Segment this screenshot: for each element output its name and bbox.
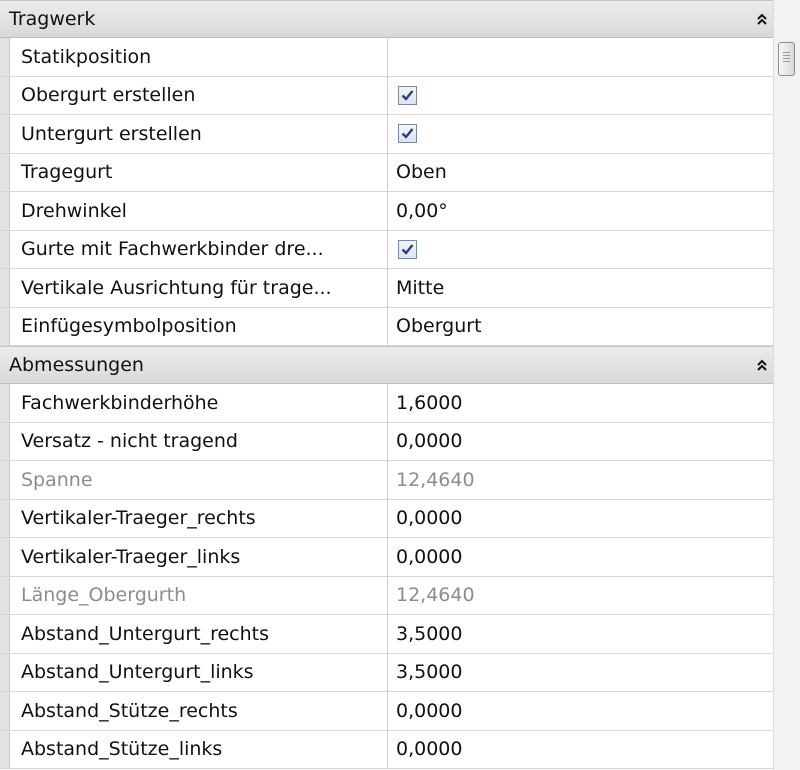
property-row: [0, 538, 773, 577]
double-chevron-up-icon[interactable]: [753, 1, 771, 37]
property-value[interactable]: [388, 115, 773, 153]
row-gutter: [0, 615, 10, 653]
property-value-text: 0,0000: [396, 545, 463, 568]
vertical-scrollbar[interactable]: [773, 0, 800, 770]
property-value: [388, 461, 773, 499]
row-gutter: [0, 577, 10, 615]
property-value[interactable]: [388, 269, 773, 307]
property-row: [0, 577, 773, 616]
property-name: Abstand_Untergurt_links: [10, 654, 388, 692]
row-gutter: [0, 308, 10, 346]
row-gutter: [0, 38, 10, 76]
property-value-text: 0,0000: [396, 507, 463, 530]
property-row: [0, 731, 773, 770]
checkmark-icon: [400, 126, 415, 141]
property-value[interactable]: [388, 192, 773, 230]
property-name: Versatz - nicht tragend: [10, 423, 388, 461]
row-gutter: [0, 731, 10, 769]
property-value[interactable]: [388, 231, 773, 269]
property-name: Vertikaler-Traeger_rechts: [10, 500, 388, 538]
property-row: [0, 423, 773, 462]
row-gutter: [0, 538, 10, 576]
property-checkbox[interactable]: [398, 86, 417, 105]
property-value[interactable]: [388, 692, 773, 730]
row-gutter: [0, 423, 10, 461]
property-value-text: Oben: [396, 161, 447, 184]
property-name: Abstand_Untergurt_rechts: [10, 615, 388, 653]
property-row: [0, 615, 773, 654]
row-gutter: [0, 269, 10, 307]
row-gutter: [0, 231, 10, 269]
property-value-text: 3,5000: [396, 622, 463, 645]
property-name: Gurte mit Fachwerkbinder dre...: [10, 231, 388, 269]
row-gutter: [0, 77, 10, 115]
property-name: Untergurt erstellen: [10, 115, 388, 153]
row-gutter: [0, 461, 10, 499]
property-value-text: 0,0000: [396, 430, 463, 453]
section-title: Abmessungen: [9, 354, 144, 376]
property-value[interactable]: [388, 538, 773, 576]
property-row: [0, 115, 773, 154]
property-name: Tragegurt: [10, 154, 388, 192]
property-checkbox[interactable]: [398, 124, 417, 143]
property-name: Vertikale Ausrichtung für trage...: [10, 269, 388, 307]
property-value[interactable]: [388, 77, 773, 115]
property-row: [0, 308, 773, 347]
property-name: Abstand_Stütze_rechts: [10, 692, 388, 730]
property-value[interactable]: [388, 308, 773, 346]
property-checkbox[interactable]: [398, 240, 417, 259]
row-gutter: [0, 384, 10, 422]
property-row: [0, 192, 773, 231]
property-name: Abstand_Stütze_links: [10, 731, 388, 769]
property-row: [0, 269, 773, 308]
property-value-text: 3,5000: [396, 661, 463, 684]
property-name: Statikposition: [10, 38, 388, 76]
property-row: [0, 654, 773, 693]
property-row: [0, 384, 773, 423]
property-name: Obergurt erstellen: [10, 77, 388, 115]
property-row: [0, 231, 773, 270]
scrollbar-thumb[interactable]: [778, 42, 795, 76]
property-value[interactable]: [388, 731, 773, 769]
property-row: [0, 500, 773, 539]
section-title: Tragwerk: [9, 8, 96, 30]
property-value-text: Mitte: [396, 276, 445, 299]
row-gutter: [0, 115, 10, 153]
property-value[interactable]: [388, 38, 773, 76]
section-header-0[interactable]: [0, 0, 773, 38]
property-value-text: 1,6000: [396, 391, 463, 414]
property-value-text: 12,4640: [396, 468, 475, 491]
property-value-text: 0,0000: [396, 738, 463, 761]
checkmark-icon: [400, 88, 415, 103]
property-row: [0, 461, 773, 500]
property-value: [388, 577, 773, 615]
property-name: Vertikaler-Traeger_links: [10, 538, 388, 576]
property-value-text: 0,00°: [396, 199, 448, 222]
property-value[interactable]: [388, 654, 773, 692]
section-header-1[interactable]: [0, 346, 773, 384]
property-row: [0, 38, 773, 77]
property-name: Fachwerkbinderhöhe: [10, 384, 388, 422]
row-gutter: [0, 500, 10, 538]
property-name: Drehwinkel: [10, 192, 388, 230]
property-value[interactable]: [388, 500, 773, 538]
property-name: Länge_Obergurth: [10, 577, 388, 615]
row-gutter: [0, 654, 10, 692]
property-value[interactable]: [388, 384, 773, 422]
property-value[interactable]: [388, 615, 773, 653]
row-gutter: [0, 192, 10, 230]
property-name: Spanne: [10, 461, 388, 499]
property-row: [0, 692, 773, 731]
row-gutter: [0, 692, 10, 730]
property-name: Einfügesymbolposition: [10, 308, 388, 346]
property-value-text: 0,0000: [396, 699, 463, 722]
row-gutter: [0, 154, 10, 192]
checkmark-icon: [400, 242, 415, 257]
property-row: [0, 154, 773, 193]
property-value-text: 12,4640: [396, 584, 475, 607]
property-row: [0, 77, 773, 116]
property-value[interactable]: [388, 154, 773, 192]
property-value[interactable]: [388, 423, 773, 461]
double-chevron-up-icon[interactable]: [753, 347, 771, 383]
property-value-text: Obergurt: [396, 315, 482, 338]
